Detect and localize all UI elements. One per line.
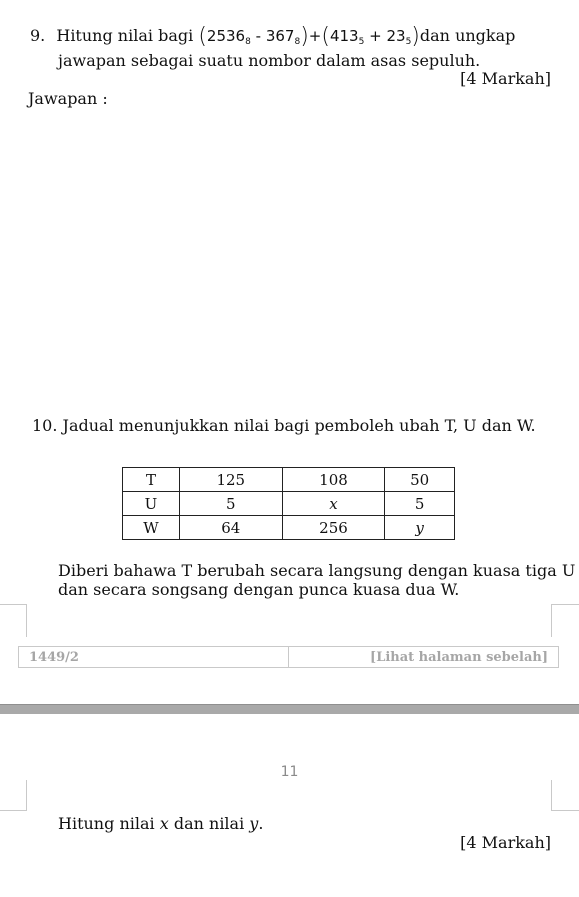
table-cell: 108 bbox=[282, 468, 385, 492]
table-row bbox=[123, 516, 455, 540]
table-cell: x bbox=[282, 492, 385, 516]
question-prefix: Hitung nilai bagi bbox=[56, 26, 194, 45]
page-number: 11 bbox=[280, 764, 299, 780]
table-cell: T bbox=[123, 468, 180, 492]
table-row bbox=[123, 492, 455, 516]
math-expression: $(2536_8 - 367_8)+(413_5 + 23_5)$ bbox=[198, 24, 420, 49]
table-cell: 5 bbox=[385, 492, 455, 516]
table-cell: U bbox=[123, 492, 180, 516]
table-cell: 5 bbox=[179, 492, 282, 516]
question-10-line1 bbox=[32, 416, 536, 435]
marks-label: [4 Markah] bbox=[460, 833, 551, 852]
table-cell: W bbox=[123, 516, 180, 540]
question-text: Jadual menunjukkan nilai bagi pemboleh ubah T, U dan W. bbox=[62, 416, 536, 435]
table-cell: 64 bbox=[179, 516, 282, 540]
table-cell: y bbox=[385, 516, 455, 540]
question-number: 10. bbox=[32, 416, 58, 435]
answer-label: Jawapan : bbox=[28, 89, 108, 108]
footer-next-page: [Lihat halaman sebelah] bbox=[288, 647, 558, 667]
page-corner-mark bbox=[0, 604, 27, 637]
table-cell: 125 bbox=[179, 468, 282, 492]
table-row bbox=[123, 468, 455, 492]
page-corner-mark bbox=[551, 604, 579, 637]
question-number: 9. bbox=[30, 26, 46, 45]
page-corner-mark bbox=[0, 780, 27, 811]
variable-y: y bbox=[249, 814, 259, 833]
variable-x: x bbox=[159, 814, 169, 833]
footer-code: 1449/2 bbox=[29, 649, 79, 665]
page-corner-mark bbox=[551, 780, 579, 811]
table-cell: 50 bbox=[385, 468, 455, 492]
question-9-line2: jawapan sebagai suatu nombor dalam asas sepuluh. bbox=[58, 51, 481, 70]
task-text: Hitung nilai x dan nilai y. bbox=[58, 814, 264, 833]
table-cell: 256 bbox=[282, 516, 385, 540]
given-line1: Diberi bahawa T berubah secara langsung dengan kuasa tiga U bbox=[58, 561, 576, 580]
question-suffix: dan ungkap bbox=[419, 26, 516, 45]
question-9-line1 bbox=[30, 24, 515, 49]
page-footer bbox=[18, 646, 559, 668]
given-line2: dan secara songsang dengan punca kuasa dua W. bbox=[58, 580, 460, 599]
variable-table bbox=[122, 467, 455, 540]
page-separator bbox=[0, 704, 579, 714]
marks-label: [4 Markah] bbox=[460, 69, 551, 88]
